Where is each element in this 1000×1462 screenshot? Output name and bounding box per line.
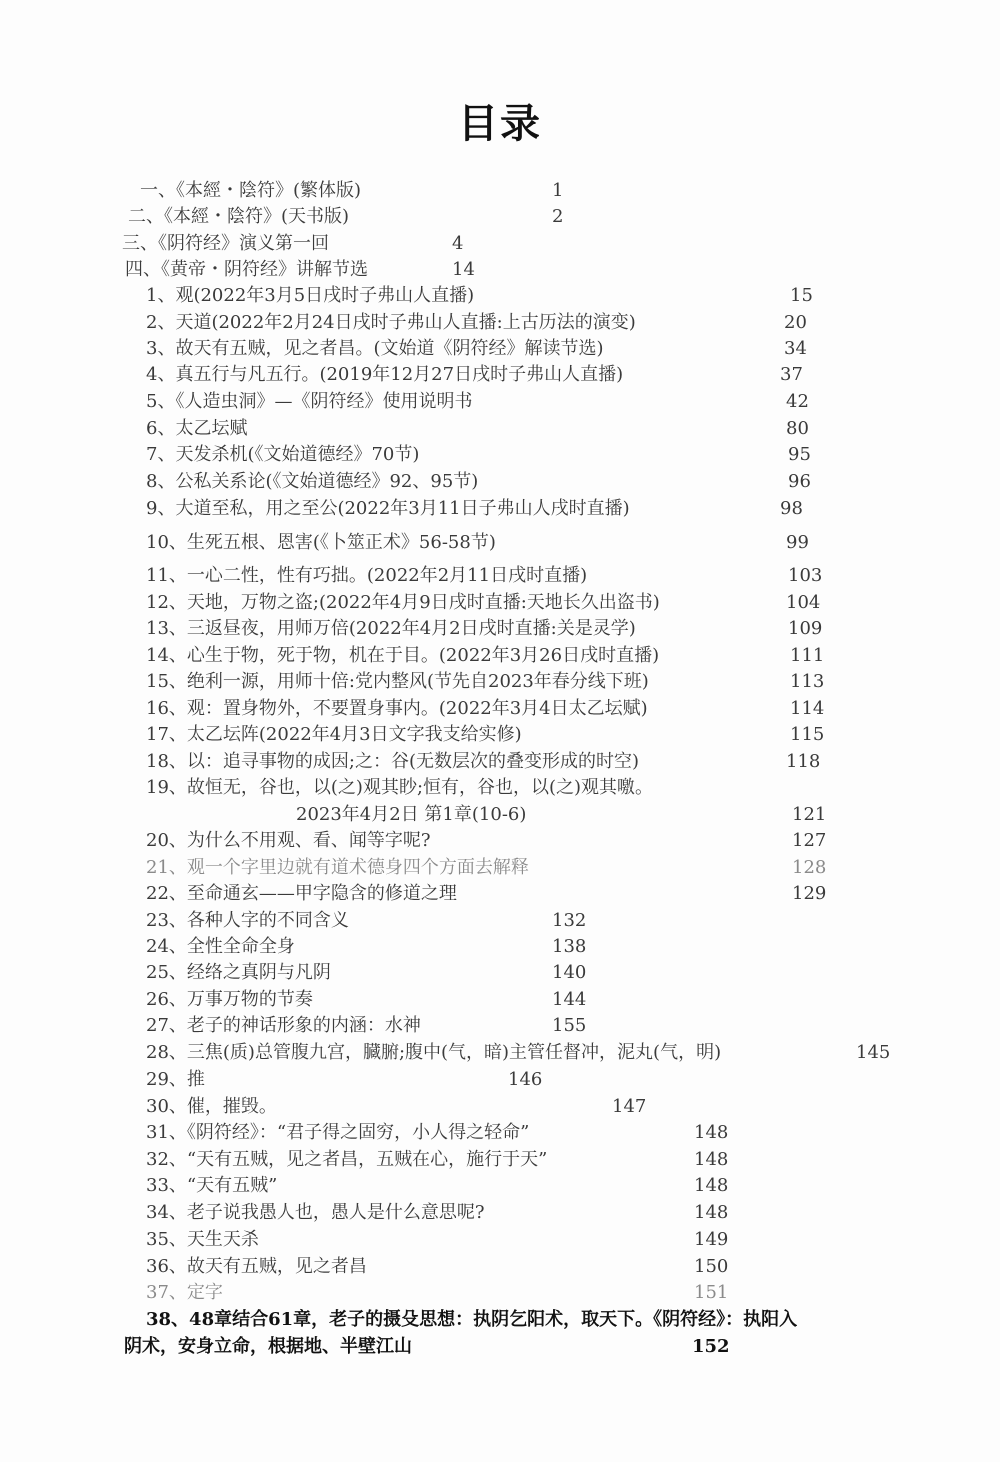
toc-entry-page: 114: [790, 698, 825, 719]
toc-entry-text: 26、万事万物的节奏: [146, 989, 313, 1010]
toc-entry-page: 129: [792, 883, 827, 904]
toc-entry-text: 1、观(2022年3月5日戌时子弗山人直播): [146, 285, 475, 306]
toc-entry-page: 144: [552, 989, 587, 1010]
toc-entry-page: 4: [452, 233, 464, 254]
toc-entry-text: 20、为什么不用观、看、闻等字呢?: [146, 830, 431, 851]
toc-entry-text: 7、天发杀机(《文始道德经》70节): [146, 444, 420, 465]
toc-entry-text: 38、48章结合61章，老子的摄殳思想：执阴乞阳术，取天下。《阴符经》：执阳入: [146, 1309, 798, 1330]
toc-entry-page: 109: [788, 618, 823, 639]
toc-entry-page: 98: [780, 498, 803, 519]
toc-entry-text: 30、催，摧毁。: [146, 1096, 277, 1117]
toc-entry-page: 42: [786, 391, 809, 412]
toc-entry-text: 16、观：置身物外，不要置身事内。(2022年3月4日太乙坛赋): [146, 698, 648, 719]
toc-entry-page: 80: [786, 418, 809, 439]
toc-entry-page: 96: [788, 471, 811, 492]
page-title: 目录: [458, 101, 542, 147]
toc-entry-text: 35、天生天杀: [146, 1229, 259, 1250]
toc-entry-text: 24、全性全命全身: [146, 936, 295, 957]
toc-entry-text: 二、《本經・陰符》(天书版): [128, 206, 350, 227]
toc-entry-text: 9、大道至私，用之至公(2022年3月11日子弗山人戌时直播): [146, 498, 630, 519]
toc-entry-text: 25、经络之真阴与凡阴: [146, 962, 331, 983]
toc-entry-page: 155: [552, 1015, 587, 1036]
toc-entry-text: 8、公私关系论(《文始道德经》92、95节): [146, 471, 479, 492]
toc-entry-text: 阴术，安身立命，根据地、半壁江山: [124, 1336, 412, 1357]
toc-entry-text: 36、故天有五贼，见之者昌: [146, 1256, 367, 1277]
toc-entry-page: 99: [786, 532, 809, 553]
toc-entry-text: 21、观一个字里边就有道术德身四个方面去解释: [146, 857, 529, 878]
toc-entry-text: 28、三焦(质)总管腹九宫，臓腑;腹中(气，暗)主管任督冲，泥丸(气，明): [146, 1042, 722, 1063]
toc-entry-text: 5、《人造虫洞》—《阴符经》使用说明书: [146, 391, 473, 412]
toc-entry-page: 118: [786, 751, 821, 772]
toc-entry-text: 四、《黄帝・阴符经》讲解节选: [125, 259, 368, 280]
toc-entry-page: 103: [788, 565, 823, 586]
toc-entry-page: 37: [780, 364, 803, 385]
toc-entry-page: 113: [790, 671, 825, 692]
toc-entry-text: 3、故天有五贼，见之者昌。(文始道《阴符经》解读节选): [146, 338, 604, 359]
toc-entry-text: 32、“天有五贼，见之者昌，五贼在心，施行于天”: [146, 1149, 548, 1170]
toc-entry-page: 20: [784, 312, 807, 333]
toc-entry-page: 148: [694, 1149, 729, 1170]
toc-entry-page: 140: [552, 962, 587, 983]
toc-entry-page: 148: [694, 1122, 729, 1143]
toc-entry-text: 33、“天有五贼”: [146, 1175, 278, 1196]
toc-entry-text: 12、天地，万物之盗;(2022年4月9日戌时直播:天地长久出盗书): [146, 592, 660, 613]
toc-entry-page: 128: [792, 857, 827, 878]
toc-entry-page: 14: [452, 259, 475, 280]
toc-entry-page: 146: [508, 1069, 543, 1090]
toc-entry-text: 23、各种人字的不同含义: [146, 910, 349, 931]
toc-entry-text: 一、《本經・陰符》(繁体版): [140, 180, 362, 201]
toc-entry-page: 104: [786, 592, 821, 613]
toc-entry-text: 37、定字: [146, 1282, 223, 1303]
toc-entry-page: 132: [552, 910, 587, 931]
toc-entry-text: 4、真五行与凡五行。(2019年12月27日戌时子弗山人直播): [146, 364, 624, 385]
toc-entry-text: 34、老子说我愚人也，愚人是什么意思呢?: [146, 1202, 485, 1223]
toc-entry-text: 2023年4月2日 第1章(10-6): [296, 804, 527, 825]
toc-entry-page: 145: [856, 1042, 891, 1063]
toc-entry-text: 29、推: [146, 1069, 205, 1090]
toc-entry-text: 22、至命通玄——甲字隐含的修道之理: [146, 883, 457, 904]
toc-entry-text: 17、太乙坛阵(2022年4月3日文字我支给实修): [146, 724, 522, 745]
toc-entry-page: 148: [694, 1202, 729, 1223]
toc-entry-text: 2、天道(2022年2月24日戌时子弗山人直播:上古历法的演变): [146, 312, 636, 333]
toc-entry-page: 15: [790, 285, 813, 306]
toc-entry-text: 31、《阴符经》：“君子得之固穷，小人得之轻命”: [146, 1122, 530, 1143]
toc-entry-page: 149: [694, 1229, 729, 1250]
toc-entry-page: 95: [788, 444, 811, 465]
toc-entry-text: 13、三返昼夜，用师万倍(2022年4月2日戌时直播:关是灵学): [146, 618, 636, 639]
toc-entry-text: 18、以：追寻事物的成因;之：谷(无数层次的叠变形成的时空): [146, 751, 640, 772]
toc-entry-page: 115: [790, 724, 825, 745]
toc-entry-page: 121: [792, 804, 827, 825]
toc-entry-text: 19、故恒无，谷也，以(之)观其眇;恒有，谷也，以(之)观其噭。: [146, 777, 654, 798]
toc-entry-page: 152: [692, 1336, 730, 1357]
toc-entry-text: 27、老子的神话形象的内涵：水神: [146, 1015, 421, 1036]
toc-entry-page: 2: [552, 206, 564, 227]
toc-entry-page: 151: [694, 1282, 729, 1303]
toc-entry-page: 111: [790, 645, 825, 666]
toc-entry-text: 6、太乙坛赋: [146, 418, 248, 439]
toc-entry-text: 10、生死五根、恩害(《卜筮正术》56-58节): [146, 532, 496, 553]
toc-entry-page: 127: [792, 830, 827, 851]
toc-entry-page: 34: [784, 338, 807, 359]
toc-entry-text: 15、绝利一源，用师十倍:党内整风(节先自2023年春分线下班): [146, 671, 649, 692]
toc-entry-text: 11、一心二性，性有巧拙。(2022年2月11日戌时直播): [146, 565, 588, 586]
toc-entry-page: 148: [694, 1175, 729, 1196]
toc-entry-page: 150: [694, 1256, 729, 1277]
toc-entry-text: 三、《阴符经》演义第一回: [122, 233, 329, 254]
toc-entry-text: 14、心生于物，死于物，机在于目。(2022年3月26日戌时直播): [146, 645, 660, 666]
toc-entry-page: 147: [612, 1096, 647, 1117]
toc-entry-page: 138: [552, 936, 587, 957]
toc-entry-page: 1: [552, 180, 564, 201]
